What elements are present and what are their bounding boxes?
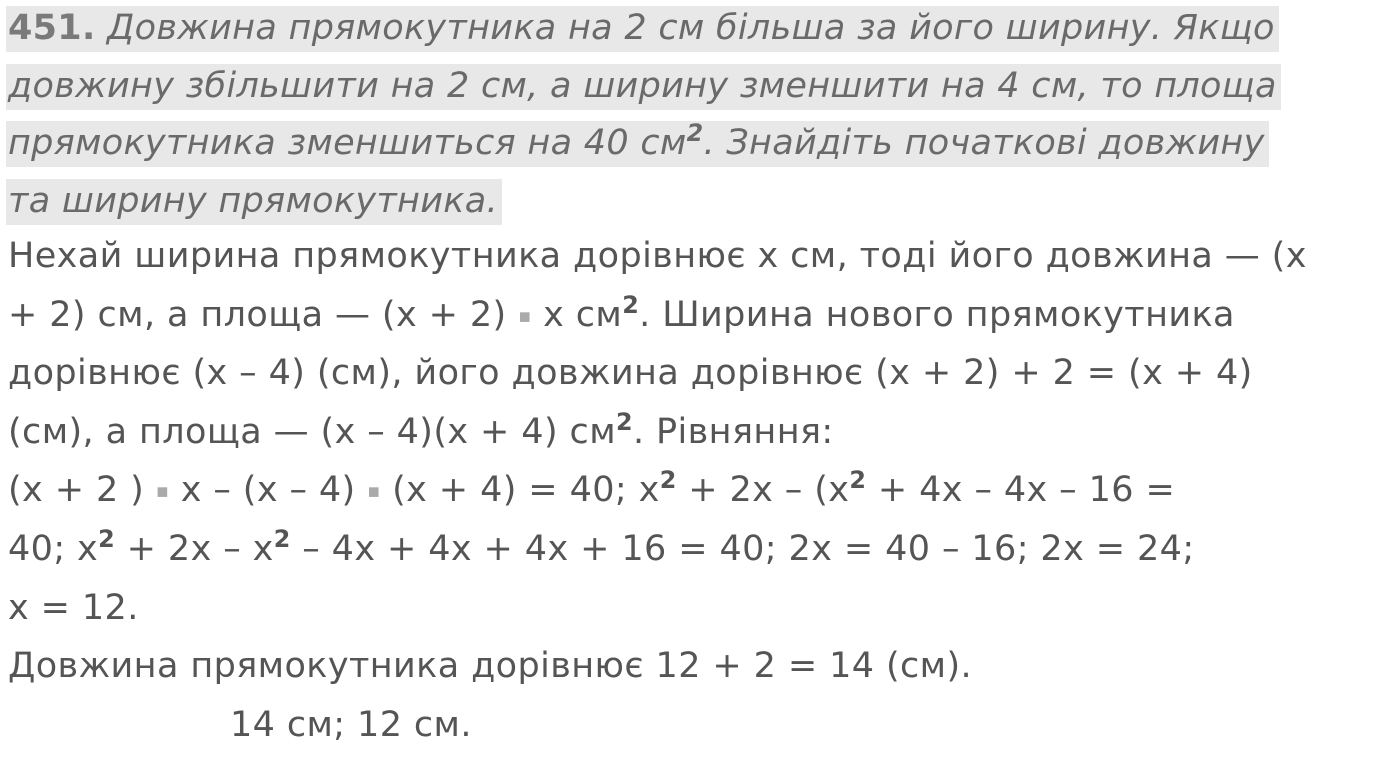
problem-line-2	[6, 64, 1376, 122]
solution-line-1: Нехай ширина прямокутника дорівнює x см, тоді його довжина — (x	[8, 236, 1307, 276]
multiply-dot: ▪	[367, 479, 381, 503]
problem-statement	[6, 6, 1376, 236]
problem-text: . Знайдіть початкові довжину	[703, 123, 1265, 163]
problem-text: довжину збільшити на 2 см, а ширину зменшити на 4 см, то площа	[6, 64, 1281, 110]
equation-line-2: 40; $x^2 + 2x - x^2 - 4x + 4x + 4x + 16 = 40$; 2x = 40 – 16; 2x = 24;	[8, 524, 1195, 569]
problem-line-1	[6, 6, 1376, 64]
superscript: 2	[659, 466, 677, 495]
solution-line-4: (см), а площа — (x – 4)(x + 4) $см^2$. Рівняння:	[8, 407, 834, 452]
equation-line-1: (x + 2 ) ▪ x – (x – 4) ▪ (x + 4) = 40; $x^2 + 2x - (x^2 + 4x - 4x - 16$ =	[8, 466, 1176, 511]
solution	[8, 232, 1378, 759]
problem-text: прямокутника зменшиться на 40 см	[8, 123, 687, 163]
problem-line-4	[6, 179, 1376, 237]
superscript: 2	[622, 290, 640, 319]
superscript: 2	[686, 118, 704, 147]
superscript: 2	[273, 524, 291, 553]
answer: 14 см; 12 см.	[230, 704, 472, 745]
solution-line-3: дорівнює (x – 4) (см), його довжина дорівнює (x + 2) + 2 = (x + 4)	[8, 353, 1253, 394]
problem-text: та ширину прямокутника.	[6, 179, 502, 225]
superscript: 2	[616, 407, 633, 436]
equation-result: x = 12.	[8, 587, 139, 628]
multiply-dot: ▪	[518, 303, 532, 327]
problem-line-3	[6, 118, 1376, 179]
solution-line-2: + 2) см, а площа — (x + 2) ▪ x $см^2$. Ширина нового прямокутника	[8, 290, 1235, 335]
length-result: Довжина прямокутника дорівнює 12 + 2 = 14 (см).	[8, 646, 973, 687]
problem-number: 451.	[8, 8, 96, 48]
problem-text: Довжина прямокутника на 2 см більша за його ширину. Якщо	[95, 8, 1275, 48]
superscript: 2	[849, 466, 867, 495]
superscript: 2	[98, 524, 116, 553]
multiply-dot: ▪	[155, 479, 170, 503]
